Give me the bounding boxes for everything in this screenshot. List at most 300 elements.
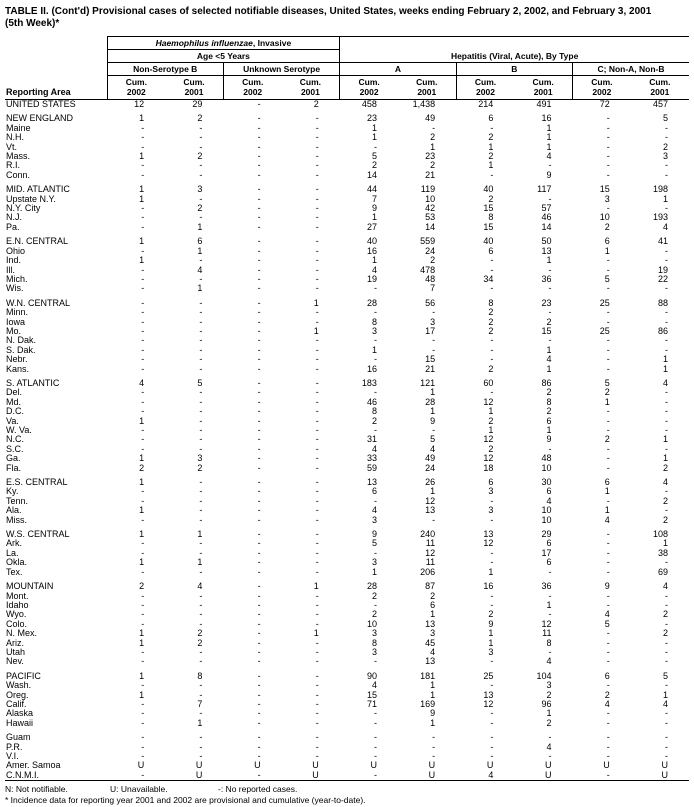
value-cell: - (490, 709, 494, 719)
value-cell: 48 (425, 274, 436, 284)
value-cell: 8 (371, 407, 377, 417)
value-cell: 86 (541, 378, 552, 388)
value-cell: 10 (541, 463, 552, 473)
value-cell: - (199, 336, 203, 346)
value-cell: - (490, 752, 494, 761)
value-cell: 4 (662, 582, 668, 592)
value-cell: - (141, 487, 145, 497)
value-cell: 4 (371, 265, 377, 275)
value-cell: 1 (139, 558, 145, 568)
value-cell: 6 (488, 478, 494, 488)
value-cell: - (141, 647, 145, 657)
value-cell: - (199, 142, 203, 152)
value-cell: 3 (371, 629, 377, 639)
table-row (5, 256, 689, 265)
value-cell: - (141, 133, 145, 143)
table-row (5, 336, 689, 345)
value-cell: - (257, 378, 261, 388)
value-cell: 4 (371, 506, 377, 516)
table-row (5, 355, 689, 364)
value-cell: 1 (197, 718, 203, 728)
value-cell: 491 (536, 99, 552, 109)
value-cell: 18 (483, 463, 494, 473)
value-cell: - (373, 709, 377, 719)
value-cell: 9 (604, 582, 610, 592)
value-cell: 5 (662, 114, 668, 124)
value-cell: - (199, 506, 203, 516)
value-cell: 13 (366, 478, 377, 488)
reporting-area-cell: E.S. CENTRAL (6, 478, 68, 488)
value-cell: - (199, 345, 203, 355)
value-cell: - (548, 610, 552, 620)
value-cell: - (257, 123, 261, 133)
cum-2002-header (573, 76, 631, 100)
value-cell: - (665, 426, 668, 435)
value-cell: - (199, 733, 203, 743)
value-cell: - (199, 657, 203, 667)
value-cell: - (606, 657, 610, 667)
table-row (5, 426, 689, 435)
value-cell: - (257, 133, 261, 143)
value-cell: 4 (546, 152, 552, 162)
cum-2002-header (223, 76, 281, 100)
value-cell: 4 (197, 582, 203, 592)
value-cell: - (141, 142, 145, 152)
value-cell: 181 (420, 671, 436, 681)
table-row (5, 152, 689, 161)
value-cell: 8 (546, 638, 552, 648)
value-cell: 4 (546, 742, 552, 752)
value-cell: 6 (197, 237, 203, 247)
value-cell: - (257, 506, 261, 516)
value-cell: - (490, 265, 494, 275)
value-cell: 2 (488, 152, 494, 162)
value-cell: - (257, 487, 261, 497)
reporting-area-cell: Tex. (6, 567, 23, 577)
value-cell: 1 (430, 407, 436, 417)
value-cell: - (257, 317, 261, 327)
value-cell: - (432, 426, 436, 435)
value-cell: - (257, 718, 261, 728)
value-cell: - (257, 435, 261, 445)
value-cell: - (257, 213, 261, 223)
reporting-area-cell: W.N. CENTRAL (6, 298, 71, 308)
value-cell: 16 (541, 114, 552, 124)
table-row (5, 719, 689, 728)
value-cell: 19 (657, 265, 668, 275)
reporting-area-cell: N.C. (6, 435, 24, 445)
value-cell: - (315, 610, 319, 620)
value-cell: - (257, 256, 261, 266)
value-cell: - (606, 463, 610, 473)
reporting-area-cell: E.N. CENTRAL (6, 237, 69, 247)
value-cell: 12 (483, 435, 494, 445)
value-cell: 1 (662, 454, 668, 464)
value-cell: - (432, 123, 436, 133)
value-cell: - (665, 308, 668, 318)
value-cell: 1 (139, 416, 145, 426)
value-cell: - (315, 213, 319, 223)
value-cell: - (606, 152, 610, 162)
table-row (5, 558, 689, 567)
table-row (5, 275, 689, 284)
value-cell: 104 (536, 671, 552, 681)
value-cell: 2 (488, 194, 494, 204)
value-cell: 2 (371, 416, 377, 426)
value-cell: 1 (139, 506, 145, 516)
table-row (5, 478, 689, 487)
value-cell: - (490, 336, 494, 346)
value-cell: - (199, 213, 203, 223)
value-cell: 1 (313, 298, 319, 308)
value-cell: - (199, 591, 203, 601)
table-row (5, 388, 689, 397)
value-cell: - (665, 506, 668, 516)
value-cell: U (603, 761, 610, 771)
value-cell: 2 (197, 204, 203, 214)
value-cell: - (257, 558, 261, 568)
value-cell: - (315, 638, 319, 648)
value-cell: - (490, 388, 494, 398)
value-cell: 3 (488, 487, 494, 497)
value-cell: 108 (652, 530, 668, 540)
value-cell: - (665, 681, 668, 691)
value-cell: - (199, 123, 203, 133)
value-cell: - (548, 284, 552, 294)
value-cell: 3 (371, 515, 377, 525)
value-cell: - (257, 681, 261, 691)
value-cell: U (195, 761, 203, 771)
haemophilus-group-header (107, 37, 340, 50)
value-cell: 34 (483, 274, 494, 284)
reporting-area-cell: Okla. (6, 558, 28, 568)
reporting-area-cell: La. (6, 548, 19, 558)
value-cell: - (490, 345, 494, 355)
value-cell: 1 (430, 681, 436, 691)
value-cell: U (486, 761, 494, 771)
reporting-area-cell: N. Dak. (6, 336, 37, 346)
reporting-area-cell: Oreg. (6, 690, 29, 700)
value-cell: - (315, 496, 319, 506)
value-cell: 36 (541, 582, 552, 592)
value-cell: 3 (197, 454, 203, 464)
value-cell: - (257, 326, 261, 336)
value-cell: - (315, 336, 319, 346)
table-row (5, 454, 689, 463)
reporting-area-cell: W. Va. (6, 426, 32, 435)
table-row (5, 365, 689, 374)
value-cell: 1 (139, 152, 145, 162)
value-cell: 2 (488, 444, 494, 454)
value-cell: 50 (541, 237, 552, 247)
value-cell: 2 (546, 690, 552, 700)
value-cell: 1 (197, 558, 203, 568)
value-cell: - (257, 444, 261, 454)
value-cell: - (665, 657, 668, 667)
value-cell: - (665, 123, 668, 133)
value-cell: - (548, 265, 552, 275)
value-cell: 28 (366, 582, 377, 592)
table-row (5, 445, 689, 454)
value-cell: - (606, 454, 610, 464)
table-row (5, 237, 689, 246)
value-cell: 458 (361, 99, 377, 109)
value-cell: 1 (546, 709, 552, 719)
value-cell: 3 (488, 506, 494, 516)
value-cell: - (141, 170, 145, 180)
value-cell: - (315, 355, 319, 365)
value-cell: - (606, 681, 610, 691)
reporting-area-cell: Del. (6, 388, 23, 398)
value-cell: - (141, 567, 145, 577)
value-cell: - (257, 733, 261, 743)
value-cell: 22 (657, 274, 668, 284)
reporting-area-cell: Ark. (6, 539, 23, 549)
value-cell: - (606, 530, 610, 540)
value-cell: 1 (604, 397, 610, 407)
value-cell: - (490, 284, 494, 294)
table-row (5, 247, 689, 256)
year-label: 2001 (533, 86, 553, 97)
legend-no-reported-cases: -: No reported cases. (218, 784, 298, 795)
value-cell: - (141, 539, 145, 549)
reporting-area-cell: Mo. (6, 326, 22, 336)
value-cell: 1 (139, 690, 145, 700)
value-cell: - (141, 161, 145, 171)
value-cell: - (315, 237, 319, 247)
value-cell: 4 (430, 444, 436, 454)
value-cell: - (490, 256, 494, 266)
value-cell: - (199, 435, 203, 445)
value-cell: - (315, 742, 319, 752)
value-cell: - (141, 435, 145, 445)
value-cell: - (606, 600, 610, 610)
value-cell: - (199, 397, 203, 407)
value-cell: - (665, 742, 668, 752)
value-cell: - (432, 308, 436, 318)
value-cell: - (257, 308, 261, 318)
value-cell: 1 (139, 256, 145, 266)
reporting-area-cell: Ohio (6, 246, 26, 256)
value-cell: - (315, 378, 319, 388)
value-cell: - (223, 771, 281, 781)
value-cell: 69 (657, 567, 668, 577)
value-cell: 1 (488, 426, 494, 435)
value-cell: 8 (488, 298, 494, 308)
value-cell: - (315, 444, 319, 454)
value-cell: 2 (139, 582, 145, 592)
value-cell: 1 (139, 671, 145, 681)
value-cell: - (373, 496, 377, 506)
value-cell: - (141, 308, 145, 318)
hepatitis-c-header: C; Non-A, Non-B (573, 63, 689, 76)
value-cell: - (315, 709, 319, 719)
value-cell: 5 (197, 378, 203, 388)
table-row (5, 629, 689, 638)
reporting-area-cell: Va. (6, 416, 19, 426)
table-row (5, 284, 689, 293)
value-cell: - (665, 407, 668, 417)
reporting-area-cell: P.R. (6, 742, 23, 752)
value-cell: - (548, 161, 552, 171)
value-cell: - (315, 647, 319, 657)
value-cell: - (606, 591, 610, 601)
reporting-area-cell: Pa. (6, 222, 20, 232)
table-row (5, 497, 689, 506)
value-cell: 8 (371, 638, 377, 648)
reporting-area-cell: Hawaii (6, 718, 34, 728)
value-cell: 38 (657, 548, 668, 558)
value-cell: - (257, 204, 261, 214)
value-cell: - (257, 284, 261, 294)
value-cell: 9 (546, 170, 552, 180)
value-cell: - (665, 345, 668, 355)
value-cell: 10 (366, 619, 377, 629)
value-cell: - (199, 416, 203, 426)
value-cell: - (141, 345, 145, 355)
value-cell: 11 (425, 558, 436, 568)
value-cell: 15 (483, 222, 494, 232)
value-cell: 4 (662, 378, 668, 388)
value-cell: 2 (430, 256, 436, 266)
table-row (5, 516, 689, 525)
reporting-area-cell: MID. ATLANTIC (6, 185, 70, 195)
value-cell: - (141, 246, 145, 256)
cum-label: Cum. (591, 77, 613, 87)
value-cell: - (257, 345, 261, 355)
value-cell: - (257, 407, 261, 417)
value-cell: 3 (371, 326, 377, 336)
table-row (5, 700, 689, 709)
value-cell: 1 (604, 487, 610, 497)
table-row (5, 733, 689, 742)
value-cell: 2 (197, 152, 203, 162)
value-cell: - (257, 463, 261, 473)
value-cell: 41 (657, 237, 668, 247)
value-cell: - (432, 742, 436, 752)
value-cell: - (141, 548, 145, 558)
value-cell: - (141, 600, 145, 610)
value-cell: - (141, 298, 145, 308)
value-cell: 1 (488, 567, 494, 577)
value-cell: - (665, 397, 668, 407)
value-cell: 1 (139, 185, 145, 195)
value-cell: - (548, 591, 552, 601)
value-cell: 1 (371, 345, 377, 355)
value-cell: 36 (541, 274, 552, 284)
value-cell: - (141, 733, 145, 743)
table-row (5, 709, 689, 718)
value-cell: 13 (483, 690, 494, 700)
value-cell: 1 (662, 690, 668, 700)
value-cell: - (315, 558, 319, 568)
value-cell: 1 (371, 256, 377, 266)
reporting-area-cell: Minn. (6, 308, 29, 318)
value-cell: - (257, 600, 261, 610)
value-cell: - (665, 718, 668, 728)
value-cell: 2 (488, 416, 494, 426)
value-cell: 15 (483, 204, 494, 214)
reporting-area-cell: S. ATLANTIC (6, 378, 60, 388)
value-cell: 1 (488, 638, 494, 648)
value-cell: 1 (662, 355, 668, 365)
value-cell: 5 (371, 539, 377, 549)
value-cell: - (315, 681, 319, 691)
value-cell: - (548, 194, 552, 204)
table-title-line2: (5th Week)* (5, 18, 60, 29)
value-cell: U (312, 761, 319, 771)
value-cell: 2 (662, 629, 668, 639)
value-cell: - (665, 600, 668, 610)
value-cell: 4 (371, 681, 377, 691)
table-row (5, 592, 689, 601)
year-label: 2002 (476, 86, 495, 97)
value-cell: - (606, 123, 610, 133)
value-cell: - (315, 317, 319, 327)
value-cell: - (490, 355, 494, 365)
value-cell: 478 (420, 265, 436, 275)
value-cell: - (257, 582, 261, 592)
value-cell: - (490, 681, 494, 691)
value-cell: - (315, 548, 319, 558)
table-row (5, 318, 689, 327)
value-cell: 60 (483, 378, 494, 388)
value-cell: - (606, 256, 610, 266)
cum-label: Cum. (649, 77, 671, 87)
value-cell: 6 (604, 237, 610, 247)
legend-not-notifiable: N: Not notifiable. (5, 784, 68, 795)
value-cell: - (257, 548, 261, 558)
value-cell: 3 (371, 558, 377, 568)
value-cell: - (490, 515, 494, 525)
value-cell: 5 (604, 274, 610, 284)
value-cell: 193 (652, 213, 668, 223)
value-cell: U (165, 771, 223, 781)
value-cell: 6 (604, 478, 610, 488)
value-cell: - (257, 567, 261, 577)
value-cell: - (141, 444, 145, 454)
value-cell: - (665, 388, 668, 398)
value-cell: - (340, 771, 398, 781)
value-cell: - (373, 355, 377, 365)
value-cell: 27 (366, 222, 377, 232)
value-cell: - (141, 657, 145, 667)
value-cell: - (606, 364, 610, 374)
cum-label: Cum. (125, 77, 147, 87)
value-cell: 25 (483, 671, 494, 681)
hepatitis-group-spacer (340, 37, 689, 50)
value-cell: - (199, 364, 203, 374)
reporting-area-cell: N.Y. City (6, 204, 41, 214)
value-cell: - (199, 690, 203, 700)
value-cell: - (257, 152, 261, 162)
value-cell: 49 (425, 114, 436, 124)
value-cell: - (490, 600, 494, 610)
value-cell: 13 (483, 530, 494, 540)
value-cell: - (490, 657, 494, 667)
value-cell: - (606, 733, 610, 743)
reporting-area-cell: S. Dak. (6, 345, 36, 355)
non-serotype-b-header: Non-Serotype B (107, 63, 223, 76)
value-cell: 240 (420, 530, 436, 540)
table-title-line1: TABLE II. (Cont'd) Provisional cases of selected notifiable diseases, United States, weeks ending February 2, 2002, and February 3, 2001 (5, 6, 652, 17)
table-row (5, 379, 689, 388)
reporting-area-cell: Mich. (6, 274, 28, 284)
value-cell: - (606, 567, 610, 577)
value-cell: - (315, 530, 319, 540)
value-cell: 6 (371, 487, 377, 497)
value-cell: 1 (546, 123, 552, 133)
